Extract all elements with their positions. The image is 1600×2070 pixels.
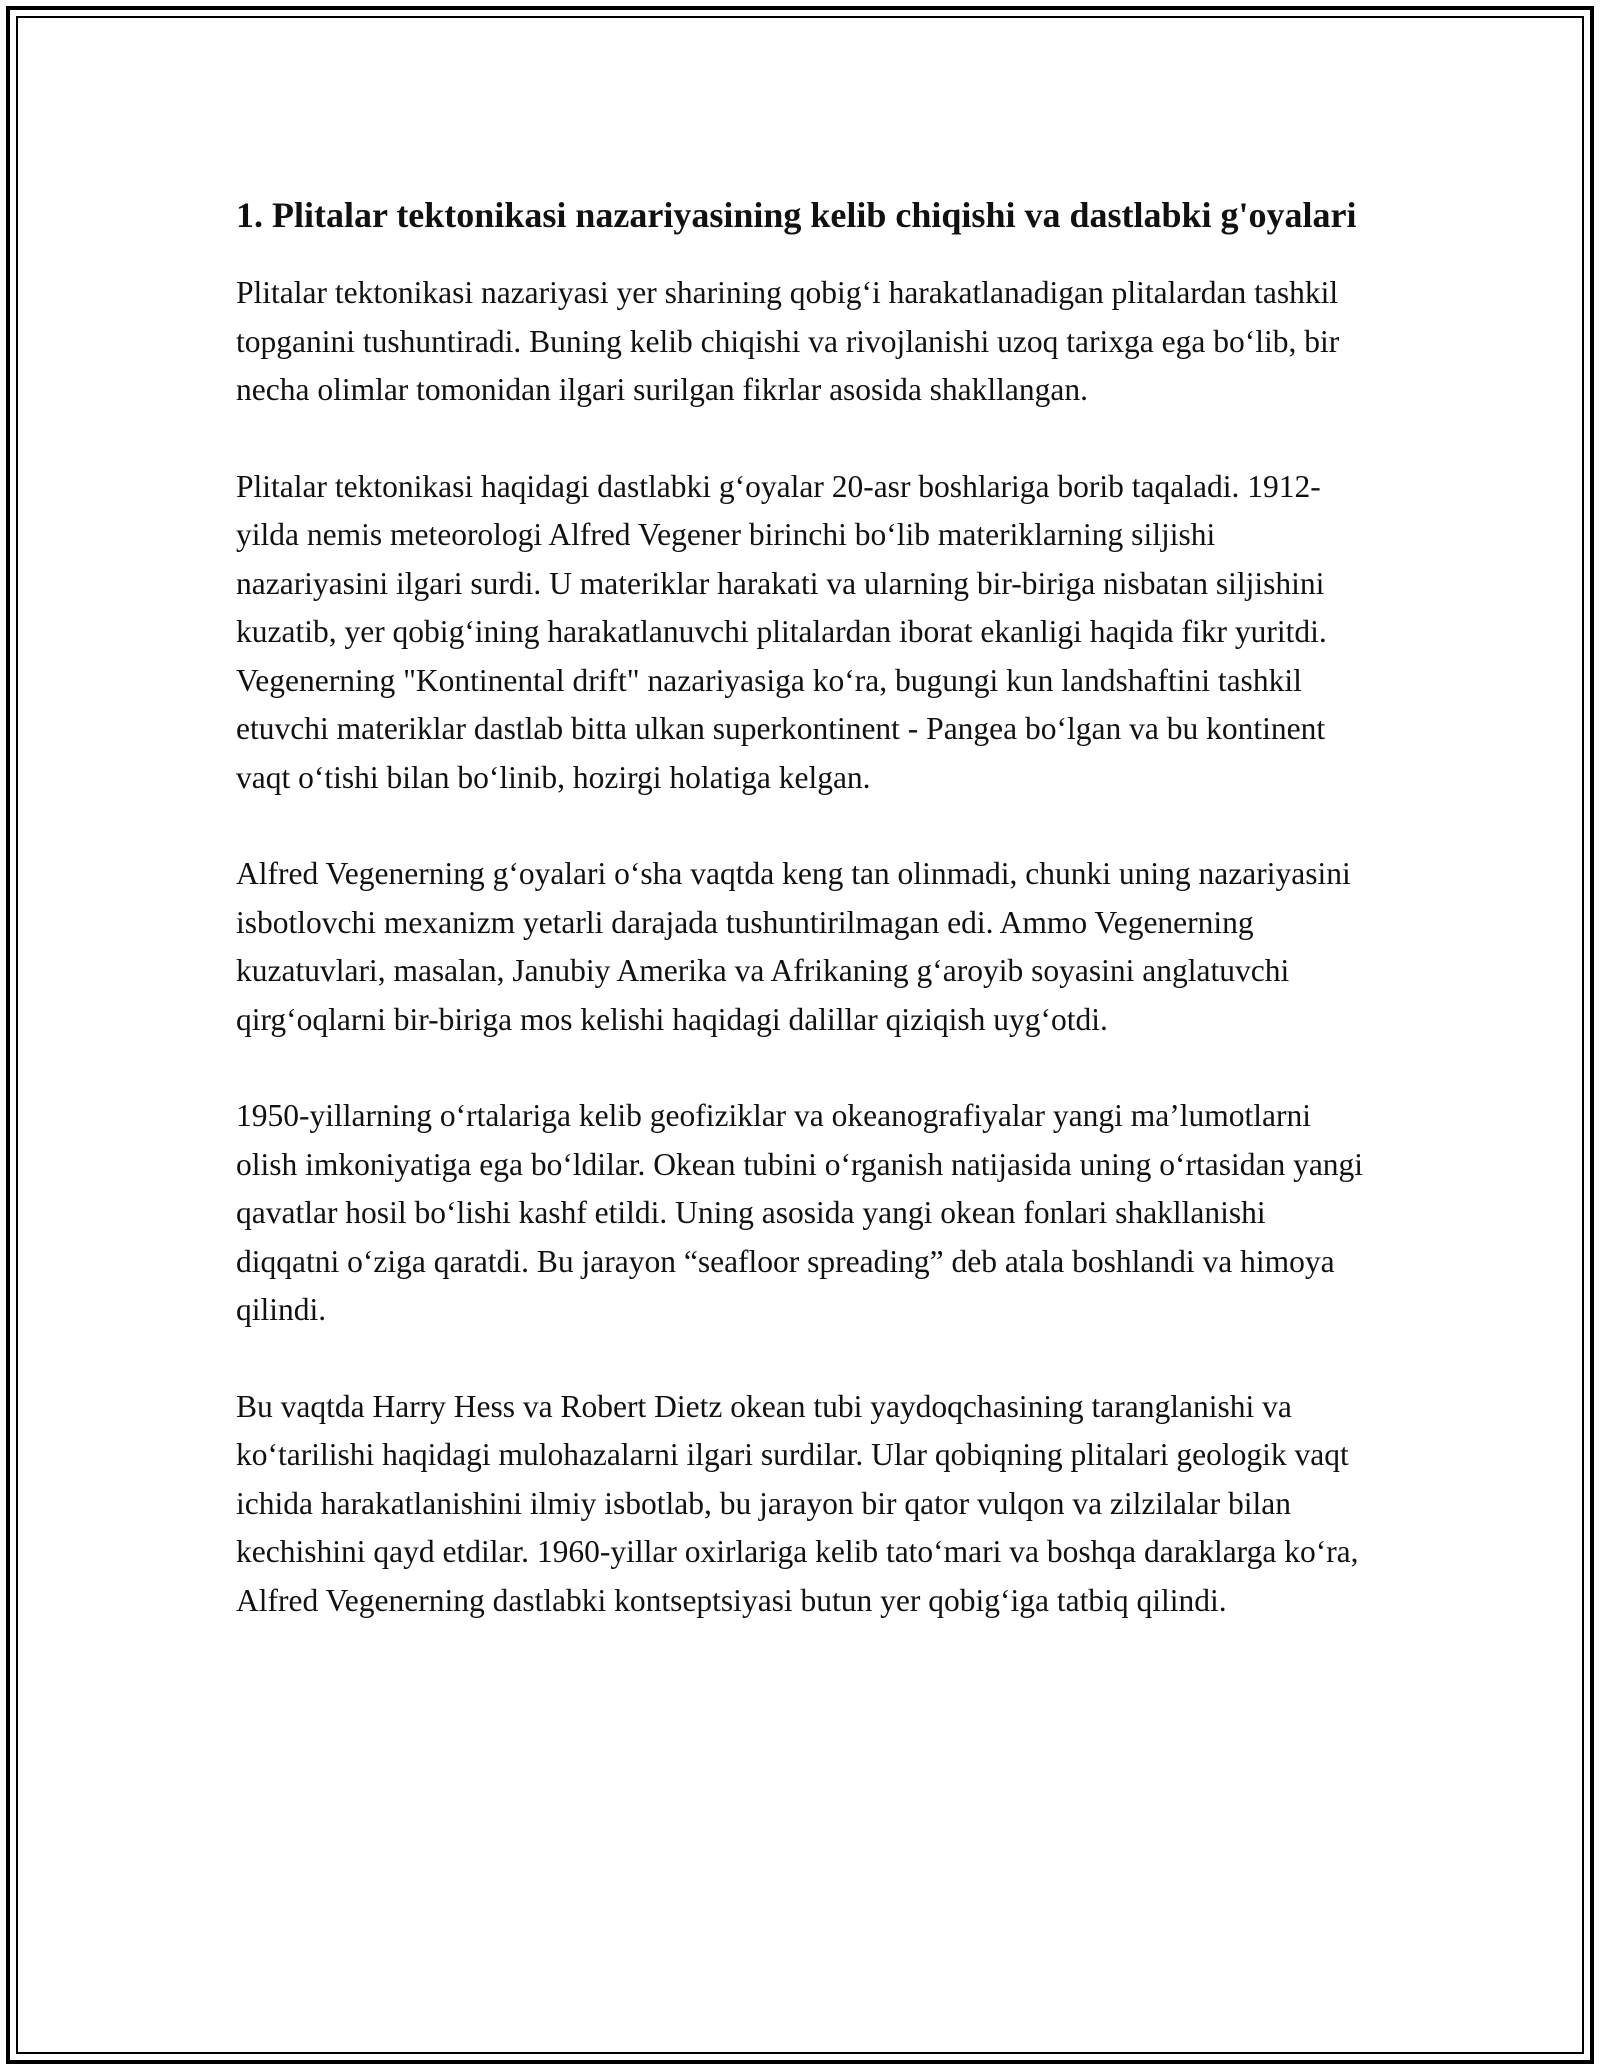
document-body — [236, 187, 1366, 1673]
paragraph-5: Bu vaqtda Harry Hess va Robert Dietz okean tubi yaydoqchasining taranglanishi va ko‘tarilishi haqidagi mulohazalarni ilgari surdilar. Ular qobiqning plitalari geologik vaqt ichida harakatlanishini ilmiy isbotlab, bu jarayon bir qator vulqon va zilzilalar bilan kechishini qayd etdilar. 1960-yillar oxirlariga kelib tato‘mari va boshqa daraklarga ko‘ra, Alfred Vegenerning dastlabki kontseptsiyasi butun yer qobig‘iga tatbiq qilindi. — [236, 1388, 1359, 1618]
paragraph-1: Plitalar tektonikasi nazariyasi yer sharining qobig‘i harakatlanadigan plitalardan tashkil topganini tushuntiradi. Buning kelib chiqishi va rivojlanishi uzoq tarixga ega bo‘lib, bir necha olimlar tomonidan ilgari surilgan fikrlar asosida shakllangan. — [236, 275, 1340, 407]
section-heading: 1. Plitalar tektonikasi nazariyasining kelib chiqishi va dastlabki g'oyalari — [236, 195, 1357, 235]
paragraph-2: Plitalar tektonikasi haqidagi dastlabki g‘oyalar 20-asr boshlariga borib taqaladi. 1912-yilda nemis meteorologi Alfred Vegener birinchi bo‘lib materiklarning siljishi nazariyasini ilgari surdi. U materiklar harakati va ularning bir-biriga nisbatan siljishini kuzatib, yer qobig‘ining harakatlanuvchi plitalardan iborat ekanligi haqida fikr yuritdi. Vegenerning "Kontinental drift" nazariyasiga ko‘ra, bugungi kun landshaftini tashkil etuvchi materiklar dastlab bitta ulkan superkontinent - Pangea bo‘lgan va bu kontinent vaqt o‘tishi bilan bo‘linib, hozirgi holatiga kelgan. — [236, 468, 1327, 795]
paragraph-3: Alfred Vegenerning g‘oyalari o‘sha vaqtda keng tan olinmadi, chunki uning nazariyasini isbotlovchi mexanizm yetarli darajada tushuntirilmagan edi. Ammo Vegenerning kuzatuvlari, masalan, Janubiy Amerika va Afrikaning g‘aroyib soyasini anglatuvchi qirg‘oqlarni bir-biriga mos kelishi haqidagi dalillar qiziqish uyg‘otdi. — [236, 856, 1351, 1037]
paragraph-4: 1950-yillarning o‘rtalariga kelib geofiziklar va okeanografiyalar yangi ma’lumotlarni olish imkoniyatiga ega bo‘ldilar. Okean tubini o‘rganish natijasida uning o‘rtasidan yangi qavatlar hosil bo‘lishi kashf etildi. Uning asosida yangi okean fonlari shakllanishi diqqatni o‘ziga qaratdi. Bu jarayon “seafloor spreading” deb atala boshlandi va himoya qilindi. — [236, 1098, 1364, 1327]
